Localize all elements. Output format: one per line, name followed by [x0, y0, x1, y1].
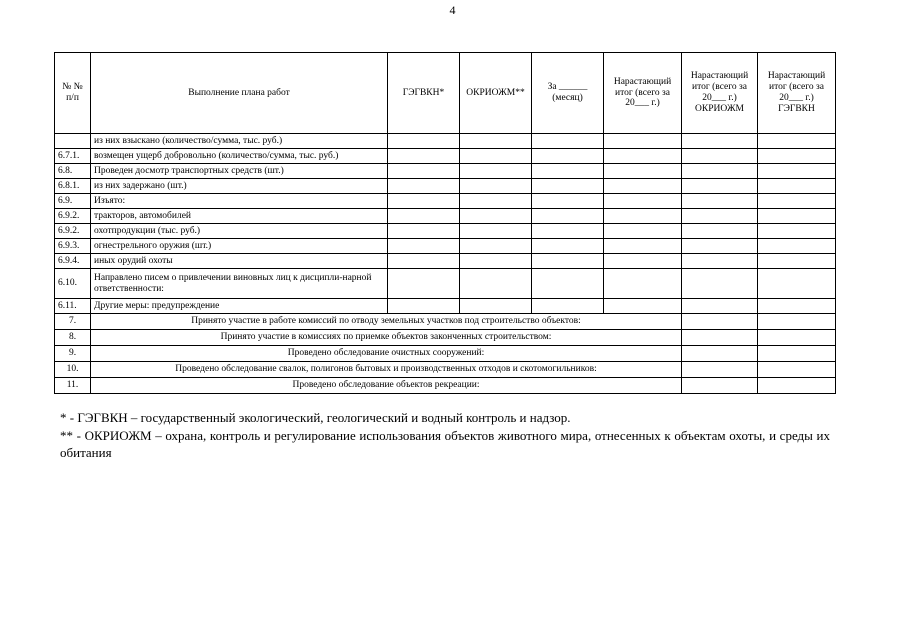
row-number: 6.9.2. — [55, 224, 91, 239]
row-text: Изъято: — [91, 194, 388, 209]
cell-gegvkn — [388, 179, 460, 194]
cell-total-gegvkn — [758, 254, 836, 269]
merged-row — [55, 362, 836, 378]
row-number: 6.9.3. — [55, 239, 91, 254]
row-number: 6.9.4. — [55, 254, 91, 269]
row-text: Проведен досмотр транспортных средств (шт.) — [91, 164, 388, 179]
cell-total-year — [604, 269, 682, 299]
header-total-year: Нарастающий итог (всего за 20___ г.) — [604, 53, 682, 134]
row-number: 6.9. — [55, 194, 91, 209]
row-text: иных орудий охоты — [91, 254, 388, 269]
header-gegvkn: ГЭГВКН* — [388, 53, 460, 134]
row-text: охотпродукции (тыс. руб.) — [91, 224, 388, 239]
cell-gegvkn — [388, 134, 460, 149]
row-number: 6.10. — [55, 269, 91, 299]
merged-row-text: Проведено обследование очистных сооружений: — [91, 346, 682, 362]
cell-month — [532, 179, 604, 194]
cell-gegvkn — [388, 254, 460, 269]
cell-total-gegvkn — [758, 179, 836, 194]
merged-row — [55, 314, 836, 330]
row-number: 6.8.1. — [55, 179, 91, 194]
cell-total-okriozhm — [682, 299, 758, 314]
cell-okriozhm — [460, 224, 532, 239]
cell-month — [532, 254, 604, 269]
cell-total-gegvkn — [758, 209, 836, 224]
cell-total-gegvkn — [758, 378, 836, 394]
cell-month — [532, 269, 604, 299]
table-row — [55, 254, 836, 269]
cell-total-gegvkn — [758, 224, 836, 239]
cell-total-year — [604, 179, 682, 194]
cell-gegvkn — [388, 269, 460, 299]
cell-total-okriozhm — [682, 346, 758, 362]
row-text: из них взыскано (количество/сумма, тыс. руб.) — [91, 134, 388, 149]
cell-total-okriozhm — [682, 179, 758, 194]
row-number: 7. — [55, 314, 91, 330]
row-number: 11. — [55, 378, 91, 394]
merged-row-text: Принято участие в комиссиях по приемке объектов законченных строительством: — [91, 330, 682, 346]
cell-total-year — [604, 134, 682, 149]
cell-gegvkn — [388, 224, 460, 239]
cell-total-okriozhm — [682, 134, 758, 149]
table-row — [55, 164, 836, 179]
cell-total-okriozhm — [682, 194, 758, 209]
cell-total-okriozhm — [682, 362, 758, 378]
cell-gegvkn — [388, 149, 460, 164]
cell-total-gegvkn — [758, 330, 836, 346]
row-number: 6.11. — [55, 299, 91, 314]
cell-gegvkn — [388, 299, 460, 314]
cell-month — [532, 239, 604, 254]
cell-total-gegvkn — [758, 346, 836, 362]
cell-total-okriozhm — [682, 149, 758, 164]
table-row — [55, 299, 836, 314]
cell-total-gegvkn — [758, 299, 836, 314]
cell-total-gegvkn — [758, 269, 836, 299]
header-month: За ______ (месяц) — [532, 53, 604, 134]
cell-total-gegvkn — [758, 362, 836, 378]
row-text: Другие меры: предупреждение — [91, 299, 388, 314]
header-row — [55, 53, 836, 134]
merged-row — [55, 330, 836, 346]
merged-row — [55, 346, 836, 362]
cell-okriozhm — [460, 239, 532, 254]
cell-total-okriozhm — [682, 254, 758, 269]
cell-okriozhm — [460, 254, 532, 269]
header-okriozhm: ОКРИОЖМ** — [460, 53, 532, 134]
header-plan: Выполнение плана работ — [91, 53, 388, 134]
cell-month — [532, 149, 604, 164]
cell-total-okriozhm — [682, 378, 758, 394]
table-row — [55, 224, 836, 239]
merged-row-text: Принято участие в работе комиссий по отводу земельных участков под строительство объектов: — [91, 314, 682, 330]
table-row — [55, 269, 836, 299]
table-row — [55, 149, 836, 164]
merged-row-text: Проведено обследование объектов рекреации: — [91, 378, 682, 394]
cell-okriozhm — [460, 179, 532, 194]
cell-gegvkn — [388, 164, 460, 179]
table-row — [55, 134, 836, 149]
cell-total-gegvkn — [758, 314, 836, 330]
cell-okriozhm — [460, 194, 532, 209]
footnote-gegvkn: * - ГЭГВКН – государственный экологический, геологический и водный контроль и надзор. — [60, 410, 571, 425]
report-table — [54, 52, 836, 394]
table-row — [55, 239, 836, 254]
merged-row — [55, 378, 836, 394]
row-text: из них задержано (шт.) — [91, 179, 388, 194]
table-row — [55, 194, 836, 209]
row-text: огнестрельного оружия (шт.) — [91, 239, 388, 254]
cell-okriozhm — [460, 299, 532, 314]
cell-month — [532, 134, 604, 149]
table-row — [55, 179, 836, 194]
cell-gegvkn — [388, 239, 460, 254]
merged-row-text: Проведено обследование свалок, полигонов бытовых и производственных отходов и скотомогильников: — [91, 362, 682, 378]
cell-total-okriozhm — [682, 209, 758, 224]
cell-total-gegvkn — [758, 164, 836, 179]
cell-total-year — [604, 239, 682, 254]
row-number: 6.8. — [55, 164, 91, 179]
cell-total-okriozhm — [682, 164, 758, 179]
page-number: 4 — [449, 3, 456, 17]
cell-okriozhm — [460, 209, 532, 224]
cell-total-okriozhm — [682, 269, 758, 299]
row-number — [55, 134, 91, 149]
cell-total-gegvkn — [758, 134, 836, 149]
cell-total-year — [604, 254, 682, 269]
cell-okriozhm — [460, 164, 532, 179]
cell-total-okriozhm — [682, 239, 758, 254]
cell-total-year — [604, 194, 682, 209]
cell-gegvkn — [388, 194, 460, 209]
cell-total-okriozhm — [682, 224, 758, 239]
cell-total-gegvkn — [758, 194, 836, 209]
cell-total-gegvkn — [758, 239, 836, 254]
row-number: 9. — [55, 346, 91, 362]
row-text: Направлено писем о привлечении виновных лиц к дисципли-нарной ответственности: — [91, 269, 388, 299]
table-row — [55, 209, 836, 224]
row-text: возмещен ущерб добровольно (количество/сумма, тыс. руб.) — [91, 149, 388, 164]
cell-month — [532, 299, 604, 314]
cell-month — [532, 164, 604, 179]
cell-month — [532, 224, 604, 239]
cell-total-year — [604, 299, 682, 314]
cell-total-year — [604, 149, 682, 164]
header-total-okriozhm: Нарастающий итог (всего за 20___ г.) ОКРИОЖМ — [682, 53, 758, 134]
header-num: № № п/п — [55, 53, 91, 134]
row-number: 8. — [55, 330, 91, 346]
row-number: 6.7.1. — [55, 149, 91, 164]
cell-total-year — [604, 209, 682, 224]
cell-total-year — [604, 224, 682, 239]
cell-month — [532, 209, 604, 224]
cell-total-year — [604, 164, 682, 179]
header-total-gegvkn: Нарастающий итог (всего за 20___ г.) ГЭГВКН — [758, 53, 836, 134]
cell-gegvkn — [388, 209, 460, 224]
cell-okriozhm — [460, 134, 532, 149]
footnote-okriozhm: ** - ОКРИОЖМ – охрана, контроль и регулирование использования объектов животного мира, отнесенных к объектам охоты, и среды их обитания — [60, 428, 830, 461]
cell-total-gegvkn — [758, 149, 836, 164]
cell-okriozhm — [460, 269, 532, 299]
cell-month — [532, 194, 604, 209]
cell-total-okriozhm — [682, 314, 758, 330]
row-number: 6.9.2. — [55, 209, 91, 224]
row-text: тракторов, автомобилей — [91, 209, 388, 224]
cell-total-okriozhm — [682, 330, 758, 346]
row-number: 10. — [55, 362, 91, 378]
cell-okriozhm — [460, 149, 532, 164]
